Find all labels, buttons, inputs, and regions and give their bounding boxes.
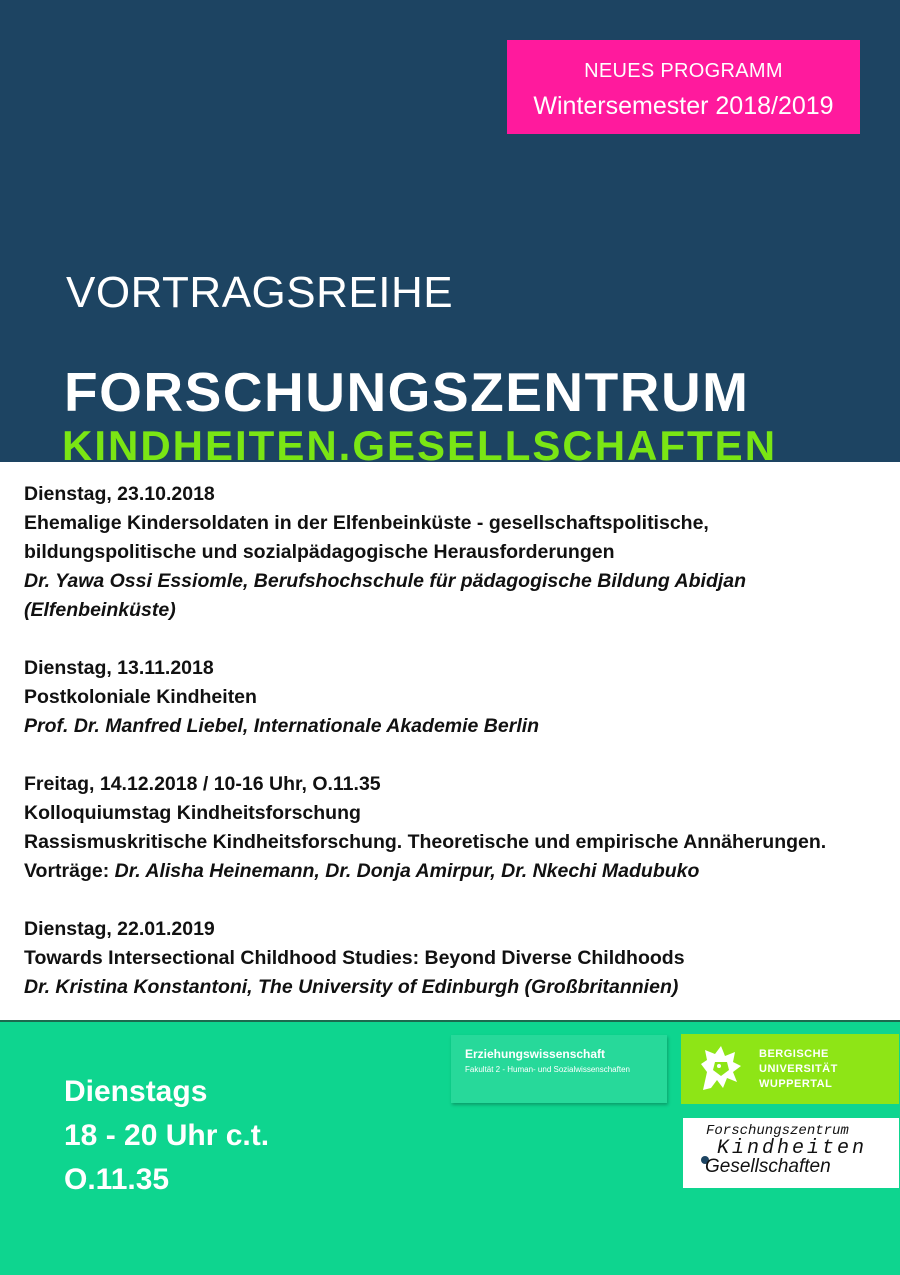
forschungszentrum-logo [683, 1118, 899, 1188]
erziehungswissenschaft-logo [451, 1035, 667, 1103]
program-badge [507, 40, 860, 134]
event-speaker: (Elfenbeinküste) [24, 599, 176, 621]
schedule-time: 18 - 20 Uhr c.t. [64, 1119, 270, 1152]
ew-title: Erziehungswissenschaft [465, 1047, 606, 1061]
fz-line1: Forschungszentrum [706, 1123, 849, 1139]
university-name-line: BERGISCHE [759, 1048, 829, 1060]
event-title: Ehemalige Kindersoldaten in der Elfenbeinküste - gesellschaftspolitische, [24, 512, 709, 534]
university-logo [681, 1034, 899, 1104]
event-item [24, 480, 894, 625]
event-title: bildungspolitische und sozialpädagogische Herausforderungen [24, 541, 615, 563]
badge-semester: Wintersemester 2018/2019 [533, 92, 834, 120]
header-banner [0, 0, 900, 462]
schedule-room: O.11.35 [64, 1163, 170, 1196]
event-speaker: Prof. Dr. Manfred Liebel, Internationale Akademie Berlin [24, 715, 540, 737]
series-label: VORTRAGSREIHE [66, 268, 454, 317]
event-speakers [24, 857, 894, 886]
event-speaker: Dr. Yawa Ossi Essiomle, Berufshochschule für pädagogische Bildung Abidjan [24, 570, 747, 592]
page-title: FORSCHUNGSZENTRUM [64, 361, 750, 423]
ew-subtitle: Fakultät 2 - Human- und Sozialwissenschaften [465, 1065, 630, 1074]
page-subtitle: KINDHEITEN.GESELLSCHAFTEN [62, 422, 778, 462]
badge-label: NEUES PROGRAMM [584, 60, 783, 82]
event-item [24, 654, 894, 741]
fz-line3: Gesellschaften [705, 1156, 831, 1177]
event-speaker: Dr. Kristina Konstantoni, The University of Edinburgh (Großbritannien) [24, 976, 679, 998]
event-date: Dienstag, 13.11.2018 [24, 657, 214, 679]
event-date: Freitag, 14.12.2018 / 10-16 Uhr, O.11.35 [24, 773, 381, 795]
event-date: Dienstag, 23.10.2018 [24, 483, 215, 505]
event-date: Dienstag, 22.01.2019 [24, 918, 215, 940]
event-item [24, 915, 894, 1002]
fz-line2: Kindheiten [717, 1137, 868, 1160]
event-item [24, 770, 894, 886]
event-title: Postkoloniale Kindheiten [24, 686, 257, 708]
event-speaker: Dr. Alisha Heinemann, Dr. Donja Amirpur, Dr. Nkechi Madubuko [114, 860, 700, 882]
speakers-label: Vorträge: [24, 860, 115, 882]
event-subtitle: Rassismuskritische Kindheitsforschung. Theoretische und empirische Annäherungen. [24, 831, 827, 853]
schedule-info [64, 1070, 269, 1202]
schedule-day: Dienstags [64, 1075, 208, 1108]
footer-band [0, 1020, 900, 1275]
university-name-line: UNIVERSITÄT [759, 1063, 838, 1075]
lion-icon [693, 1042, 749, 1096]
event-title: Kolloquiumstag Kindheitsforschung [24, 802, 361, 824]
event-list [24, 480, 894, 1031]
university-name-line: WUPPERTAL [759, 1078, 833, 1090]
event-title: Towards Intersectional Childhood Studies: Beyond Diverse Childhoods [24, 947, 685, 969]
university-name [759, 1047, 838, 1092]
